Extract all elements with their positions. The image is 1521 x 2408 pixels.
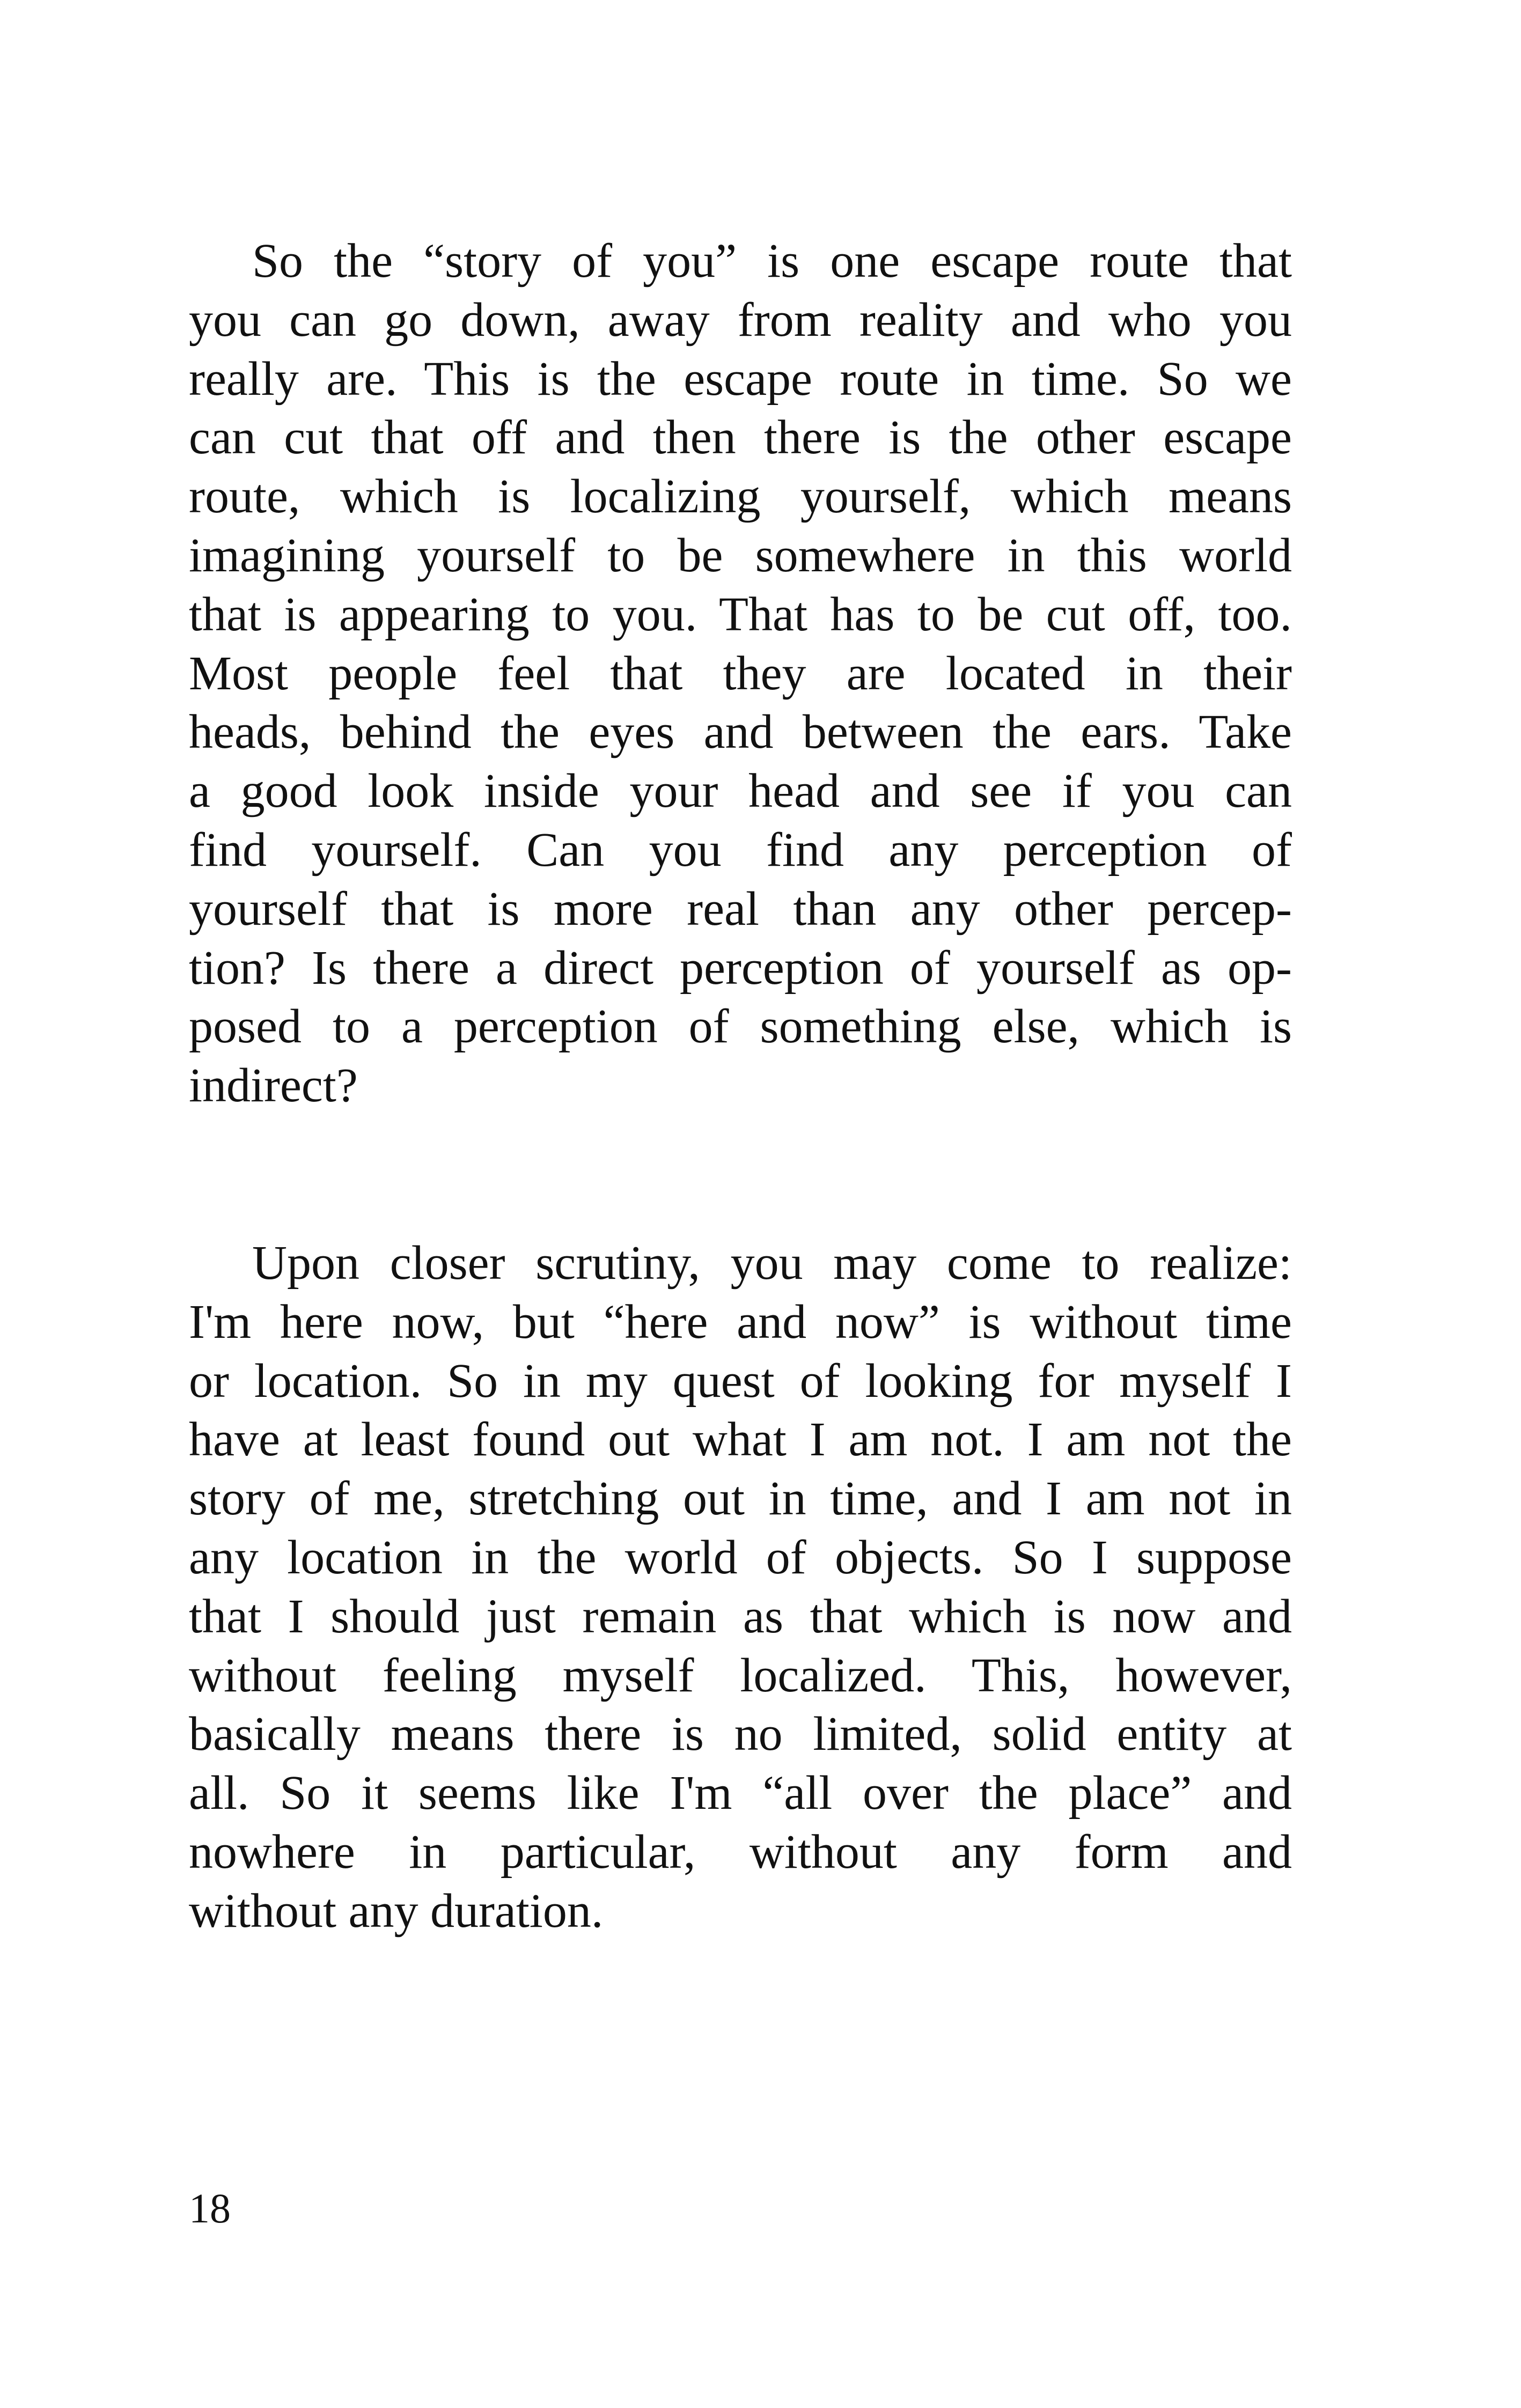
text-line: or location. So in my quest of looking for myself I [189, 1354, 1292, 1408]
text-line: Most people feel that they are located in their [189, 646, 1292, 700]
text-line: you can go down, away from reality and who you [189, 293, 1292, 347]
text-line: any location in the world of objects. So I suppose [189, 1530, 1292, 1584]
text-line: story of me, stretching out in time, and I am not in [189, 1472, 1292, 1526]
text-line: I'm here now, but “here and now” is without time [189, 1295, 1292, 1349]
text-line: Upon closer scrutiny, you may come to realize: [252, 1236, 1292, 1290]
text-line: route, which is localizing yourself, which means [189, 470, 1292, 524]
text-line: really are. This is the escape route in time. So we [189, 352, 1292, 406]
text-line: that I should just remain as that which is now and [189, 1589, 1292, 1643]
text-line: posed to a perception of something else, which is [189, 1000, 1292, 1054]
text-line: heads, behind the eyes and between the ears. Take [189, 705, 1292, 759]
text-line: without any duration. [189, 1884, 604, 1938]
text-line: basically means there is no limited, solid entity at [189, 1707, 1292, 1761]
text-line: imagining yourself to be somewhere in this world [189, 528, 1292, 582]
text-line: So the “story of you” is one escape route that [252, 234, 1292, 288]
text-line: have at least found out what I am not. I am not the [189, 1413, 1292, 1467]
text-line: can cut that off and then there is the other escape [189, 411, 1292, 465]
paragraph-2 [189, 1234, 1292, 1941]
text-line: that is appearing to you. That has to be cut off, too. [189, 587, 1292, 641]
text-line: nowhere in particular, without any form and [189, 1825, 1292, 1879]
page-number: 18 [189, 2185, 231, 2232]
text-line: all. So it seems like I'm “all over the place” and [189, 1766, 1292, 1820]
text-line: yourself that is more real than any other percep- [189, 882, 1292, 936]
paragraph-1 [189, 232, 1292, 1115]
text-line: find yourself. Can you find any perception of [189, 823, 1292, 877]
text-line: without feeling myself localized. This, however, [189, 1648, 1292, 1702]
text-line: tion? Is there a direct perception of yourself as op- [189, 941, 1292, 995]
text-line: a good look inside your head and see if you can [189, 764, 1292, 818]
text-line: indirect? [189, 1059, 358, 1113]
